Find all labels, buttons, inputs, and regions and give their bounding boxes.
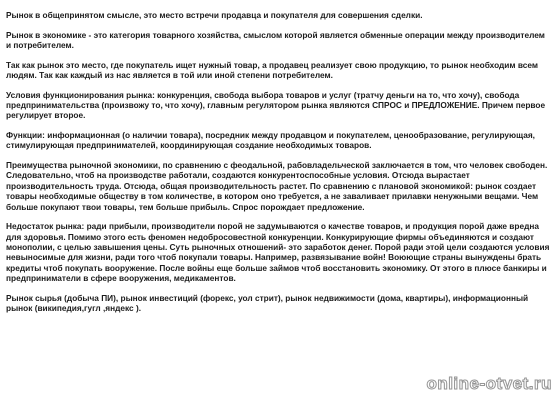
paragraph-market-advantages: Преимущества рыночной экономики, по сравнению с феодальной, рабовладельческой заключается в том, что человек свободен. Следовательно, чтоб на производстве работали, создаются конкурентоспособные условия. Отсюда вырастает производительность труда. Отсюда, общая производительность растет. По сравнению с плановой экономикой: рынок создает товары необходимые обществу в том количестве, в котором оно требуется, а не заваливает прилавки ненужными вещами. Чем больше покупают твои товары, тем больше прибыль. Спрос порождает предложение. — [6, 160, 548, 212]
document-body — [6, 10, 552, 323]
paragraph-market-economics: Рынок в экономике - это категория товарного хозяйства, смыслом которой является обменные операции между производителем и потребителем. — [6, 29, 545, 50]
paragraph-market-necessity: Так как рынок это место, где покупатель ищет нужный товар, а продавец реализует свою продукцию, то рынок необходим всем людям. Так как каждый из нас является в той или иной степени потребителем. — [6, 59, 538, 80]
paragraph-market-types: Рынок сырья (добыча ПИ), рынок инвестиций (форекс, уол стрит), рынок недвижимости (дома, квартиры), информационный рынок (википедия,гугл ,яндекс ). — [6, 292, 529, 314]
paragraph-market-disadvantages: Недостаток рынка: ради прибыли, производители порой не задумываются о качестве товаров, и продукция порой даже вредна для здоровья. Помимо этого есть феномен недобросовестной конкуренции. Конкурирующие фирмы объединяются и создают монополии, с целью завышения цены. Суть рыночных отношений- это заработок денег. Порой ради этой цели создаются условия невыносимые для жизни, ради того чтоб покупали товары. Например, развязывание войн! Воюющие страны вынуждены брать кредиты чтоб покупать вооружение. После войны еще больше займов чтоб восстановить экономику. От этого в плюсе банкиры и предприниматели в сфере вооружения, медикаментов. — [6, 221, 550, 284]
paragraph-market-functions: Функции: информационная (о наличии товара), посредник между продавцом и покупателем, ценообразование, регулирующая, стимулирующая предпринимателей, координирующая создание необходимых товаров. — [6, 130, 535, 151]
site-watermark: online-otvet.ru — [426, 374, 552, 393]
paragraph-market-conditions: Условия функционирования рынка: конкуренция, свобода выбора товаров и услуг (тратчу деньги на то, что хочу), свобода предпринимательства (произвожу то, что хочу), главным регулятором рынка являются СПРОС и ПРЕДЛОЖЕНИЕ. Причем первое регулирует второе. — [6, 89, 546, 121]
paragraph-market-definition: Рынок в общепринятом смысле, это место встречи продавца и покупателя для совершения сделки. — [6, 10, 423, 20]
